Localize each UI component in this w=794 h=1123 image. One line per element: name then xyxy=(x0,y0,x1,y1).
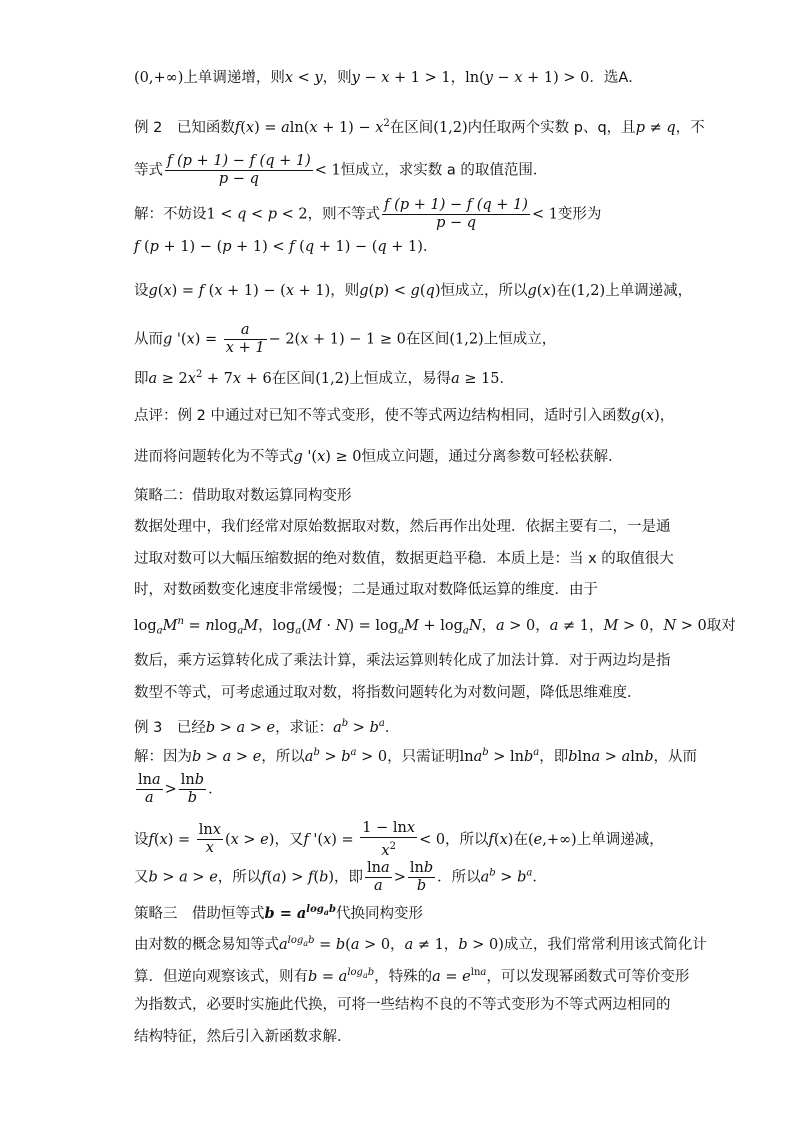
paragraph-line: 由对数的概念易知等式$a^{log_ab} = b(a > 0$，a ≠ 1，b > 0)成立，我们常常利用该式简化计 xyxy=(134,935,707,953)
solution-line: 解：不妨设1 < q < p < 2，则不等式 $\frac{f (p + 1) - f (q + 1)}{p - q}$ < 1变形为 xyxy=(134,197,602,231)
paragraph-line: 结构特征，然后引入新函数求解． xyxy=(134,1029,352,1045)
strategy-2-heading: 策略二：借助取对数运算同构变形 xyxy=(134,488,352,504)
paragraph-line: 数型不等式，可考虑通过取对数，将指数问题转化为对数问题，降低思维难度． xyxy=(134,685,642,701)
paragraph-line: 数后，乘方运算转化成了乘法计算，乘法运算则转化成了加法计算．对于两边均是指 xyxy=(134,653,671,669)
text-line: 等式 $\frac{f (p + 1) - f (q + 1)}{p - q}$ < 1恒成立，求实数 a 的取值范围． xyxy=(134,153,548,187)
text-line: 设g(x) = f (x + 1) − (x + 1)，则g(p) < g(q)恒成立，所以g(x)在(1,2)上单调递减， xyxy=(134,283,693,299)
text-line: 进而将问题转化为不等式g '(x) ≥ 0恒成立问题，通过分离参数可轻松获解． xyxy=(134,449,623,465)
text-line: 从而g '(x) = $\frac{a}{x + 1}$ − 2(x + 1) − 1 ≥ 0在区间(1,2)上恒成立， xyxy=(134,322,557,356)
paragraph-line: 为指数式，必要时实施此代换，可将一些结构不良的不等式变形为不等式两边相同的 xyxy=(134,997,671,1013)
paragraph-line: 数据处理中，我们经常对原始数据取对数，然后再作出处理．依据主要有二，一是通 xyxy=(134,519,671,535)
text-line: 即$a \ge 2x^2 + 7x + 6$在区间(1,2)上恒成立，易得a ≥ 15． xyxy=(134,369,515,387)
text-line: 又b > a > e，所以f(a) > f(b)，即 $\frac{\ln a}{a}$ > $\frac{\ln b}{b}$ ．所以$a^b > b^a$． xyxy=(134,860,547,894)
formula-line: $\frac{\ln a}{a}$ > $\frac{\ln b}{b}$ ． xyxy=(138,772,223,806)
text-line: 设f(x) = $\frac{\ln x}{x}$ (x > e)，又f '(x) = $\frac{1 - \ln x}{x^2}$ < 0，所以f(x)在(e,+∞)上单调递减， xyxy=(134,820,664,859)
strategy-3-heading: 策略三 借助恒等式$b = a^{log_ab}$代换同构变形 xyxy=(134,904,423,922)
formula-line: $\log_aM^n = nlog_aM$，$\log_a(M \cdot N) = \log_aM + \log_aN$，a > 0，a ≠ 1，M > 0，N > 0取对 xyxy=(134,616,736,637)
example-2-heading: 例 2 已知函数$f(x) = aln(x + 1) - x^2$在区间(1,2)内任取两个实数 p、q，且p ≠ q，不 xyxy=(134,118,705,136)
example-3-heading: 例 3 已经b > a > e，求证：$a^b > b^a$． xyxy=(134,718,400,736)
paragraph-line: 时，对数函数变化速度非常缓慢；二是通过取对数降低运算的维度．由于 xyxy=(134,582,598,598)
paragraph-line: 过取对数可以大幅压缩数据的绝对数值，数据更趋平稳．本质上是：当 x 的取值很大 xyxy=(134,551,674,567)
formula-line: f (p + 1) − (p + 1) < f (q + 1) − (q + 1)． xyxy=(134,239,438,255)
comment-line: 点评：例 2 中通过对已知不等式变形，使不等式两边结构相同，适时引入函数g(x)， xyxy=(134,408,675,424)
text-line: (0,+∞)上单调递增，则x < y，则y − x + 1 > 1，ln(y − x + 1) > 0．选A． xyxy=(134,70,643,86)
solution-line: 解：因为b > a > e，所以$a^b > b^a > 0$，只需证明lna$^b$ > lnb$^a$，即blna > alnb，从而 xyxy=(134,747,697,765)
paragraph-line: 算．但逆向观察该式，则有$b = a^{log_ab}$，特殊的$a = e^{lna}$，可以发现幂函数式可等价变形 xyxy=(134,967,690,985)
